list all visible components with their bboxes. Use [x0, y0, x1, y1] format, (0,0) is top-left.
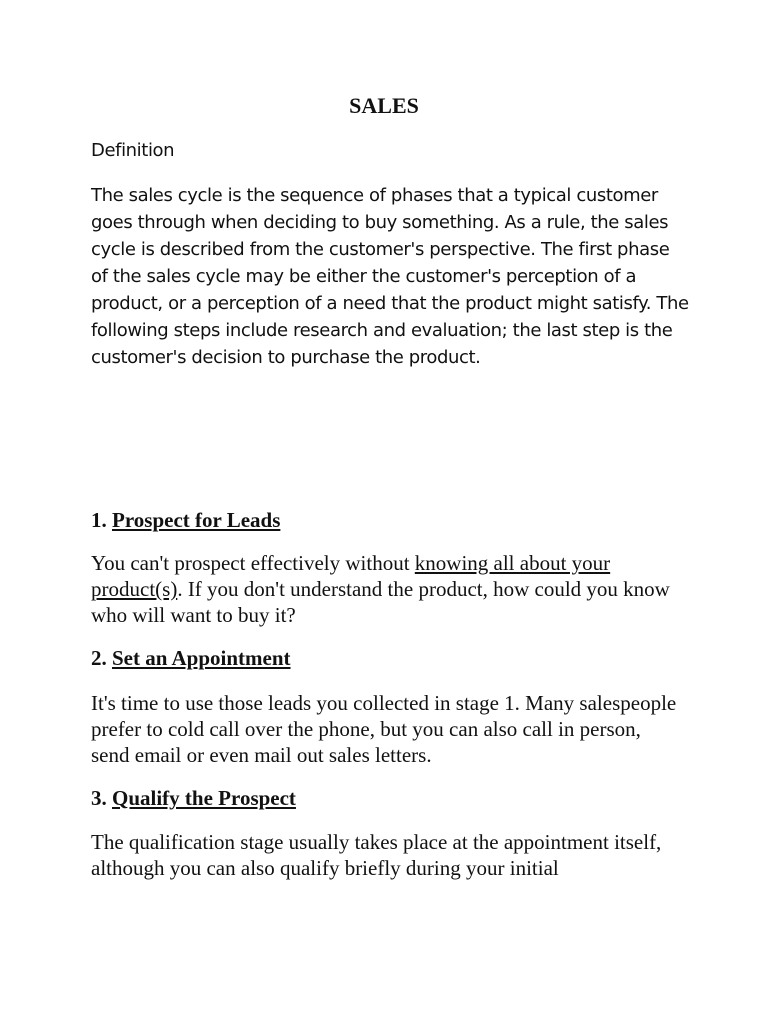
step-number: 3.	[91, 786, 107, 810]
definition-text: The sales cycle is the sequence of phases that a typical customer goes through when deciding to buy something. As a rule, the sales cycle is described from the customer's perspective. The first phase of the sales cycle may be either the customer's perception of a product, or a perception of a need that the product might satisfy. The following steps include research and evaluation; the last step is the customer's decision to purchase the product.	[91, 185, 689, 368]
step-text: . If you don't understand the product, how could you know who will want to buy it?	[91, 577, 670, 627]
product-knowledge-link[interactable]: knowing all about your product(s)	[91, 551, 611, 601]
step-number: 2.	[91, 646, 107, 670]
step-heading-3	[91, 786, 296, 811]
step-paragraph-3: The qualification stage usually takes place at the appointment itself, although you can also qualify briefly during your initial	[91, 830, 662, 880]
step-paragraph-2: It's time to use those leads you collected in stage 1. Many salespeople prefer to cold call over the phone, but you can also call in person, send email or even mail out sales letters.	[91, 691, 677, 767]
definition-label: Definition	[91, 140, 175, 161]
page-title: SALES	[349, 93, 419, 118]
step-heading-2	[91, 646, 291, 671]
step-paragraph-1	[91, 550, 681, 628]
step-title: Set an Appointment	[112, 646, 291, 670]
step-title: Prospect for Leads	[112, 508, 281, 532]
step-title: Qualify the Prospect	[112, 786, 296, 810]
step-text: You can't prospect effectively without	[91, 551, 415, 575]
step-heading-1	[91, 508, 280, 533]
step-number: 1.	[91, 508, 107, 532]
